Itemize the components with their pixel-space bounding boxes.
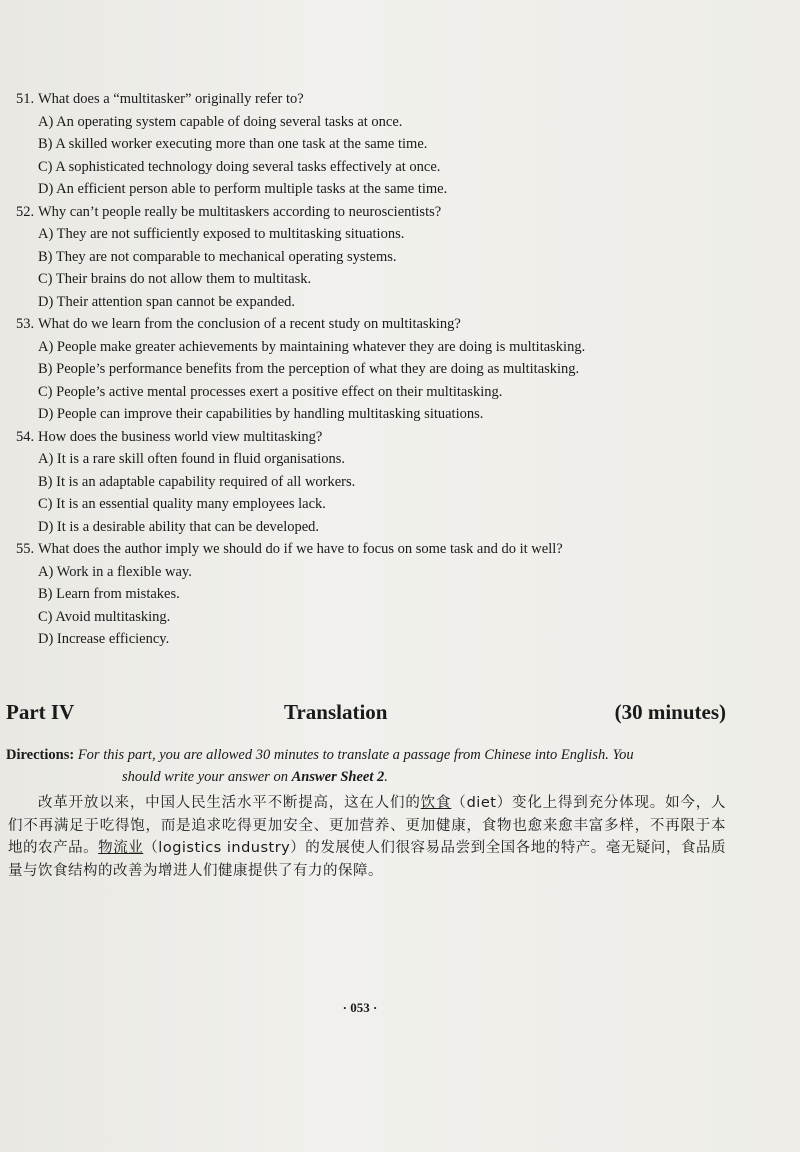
answer-option: B) Learn from mistakes. xyxy=(38,586,180,602)
question-text: What do we learn from the conclusion of a recent study on multitasking? xyxy=(38,316,461,332)
part-time: (30 minutes) xyxy=(614,700,726,724)
directions-end: . xyxy=(384,769,388,785)
answer-option: D) People can improve their capabilities by handling multitasking situations. xyxy=(38,406,484,422)
answer-option: C) A sophisticated technology doing several tasks effectively at once. xyxy=(38,158,441,175)
question-stem xyxy=(16,313,776,336)
question-52 xyxy=(16,201,776,314)
question-list xyxy=(16,88,776,651)
passage-seg-1: 改革开放以来，中国人民生活水平不断提高，这在人们的 xyxy=(38,795,421,811)
passage-seg-3: （logistics industry）的发展使人们很容易品尝到全国各地的特产。毫无疑问，食品质量与饮食结构的改善为增进人们健康提供了有力的保障。 xyxy=(8,840,727,879)
passage-term-logistics: 物流业 xyxy=(98,840,144,856)
answer-option: B) People’s performance benefits from the perception of what they are doing as multitasking. xyxy=(38,361,580,377)
directions-text-2: should write your answer on xyxy=(122,769,292,785)
question-54 xyxy=(16,426,776,539)
question-text: What does a “multitasker” originally refer to? xyxy=(38,91,304,107)
answer-option: C) Their brains do not allow them to multitask. xyxy=(38,271,312,287)
part-header xyxy=(6,700,726,730)
answer-option: D) An efficient person able to perform multiple tasks at the same time. xyxy=(38,181,448,197)
question-number: 55. xyxy=(16,541,35,557)
directions xyxy=(6,744,726,788)
answer-option: C) It is an essential quality many employees lack. xyxy=(38,496,326,512)
answer-option: C) People’s active mental processes exert a positive effect on their multitasking. xyxy=(38,383,503,400)
question-text: What does the author imply we should do if we have to focus on some task and do it well? xyxy=(38,541,563,557)
question-number: 52. xyxy=(16,203,35,220)
question-stem xyxy=(16,88,776,111)
answer-option: D) Their attention span cannot be expanded. xyxy=(38,293,296,310)
question-stem xyxy=(16,426,776,449)
question-number: 53. xyxy=(16,316,35,332)
question-number: 54. xyxy=(16,428,35,445)
question-stem xyxy=(16,538,776,561)
passage-term-diet: 饮食 xyxy=(420,795,452,811)
answer-option: A) It is a rare skill often found in fluid organisations. xyxy=(38,451,345,467)
question-number: 51. xyxy=(16,91,35,107)
answer-option: A) They are not sufficiently exposed to multitasking situations. xyxy=(38,226,405,242)
question-55 xyxy=(16,538,776,651)
answer-option: C) Avoid multitasking. xyxy=(38,608,171,625)
answer-option: B) A skilled worker executing more than one task at the same time. xyxy=(38,136,428,152)
answer-option: A) Work in a flexible way. xyxy=(38,563,192,580)
part-title: Translation xyxy=(284,700,388,724)
question-text: Why can’t people really be multitaskers according to neuroscientists? xyxy=(38,203,442,220)
translation-passage xyxy=(8,792,726,882)
directions-label: Directions: xyxy=(6,747,75,763)
answer-sheet-ref: Answer Sheet 2 xyxy=(291,769,385,785)
part-label: Part IV xyxy=(6,700,75,724)
question-53 xyxy=(16,313,776,426)
passage-seg-2: （diet）变化上得到充分体现。如今，人们不再满足于吃得饱，而是追求吃得更加安全、更加营养、更加健康，食物也愈来愈丰富多样，不再限于本地的农产品。 xyxy=(8,795,727,856)
question-text: How does the business world view multitasking? xyxy=(38,428,323,445)
question-51 xyxy=(16,88,776,201)
directions-text-1: For this part, you are allowed 30 minutes to translate a passage from Chinese into English. You xyxy=(77,747,634,763)
question-stem xyxy=(16,201,776,224)
answer-option: D) Increase efficiency. xyxy=(38,631,170,647)
answer-option: A) An operating system capable of doing several tasks at once. xyxy=(38,113,403,130)
answer-option: D) It is a desirable ability that can be developed. xyxy=(38,518,320,535)
answer-option: A) People make greater achievements by maintaining whatever they are doing is multitasking. xyxy=(38,338,586,355)
page-number: · 053 · xyxy=(342,1000,378,1015)
answer-option: B) It is an adaptable capability required of all workers. xyxy=(38,473,356,490)
answer-option: B) They are not comparable to mechanical operating systems. xyxy=(38,248,397,265)
